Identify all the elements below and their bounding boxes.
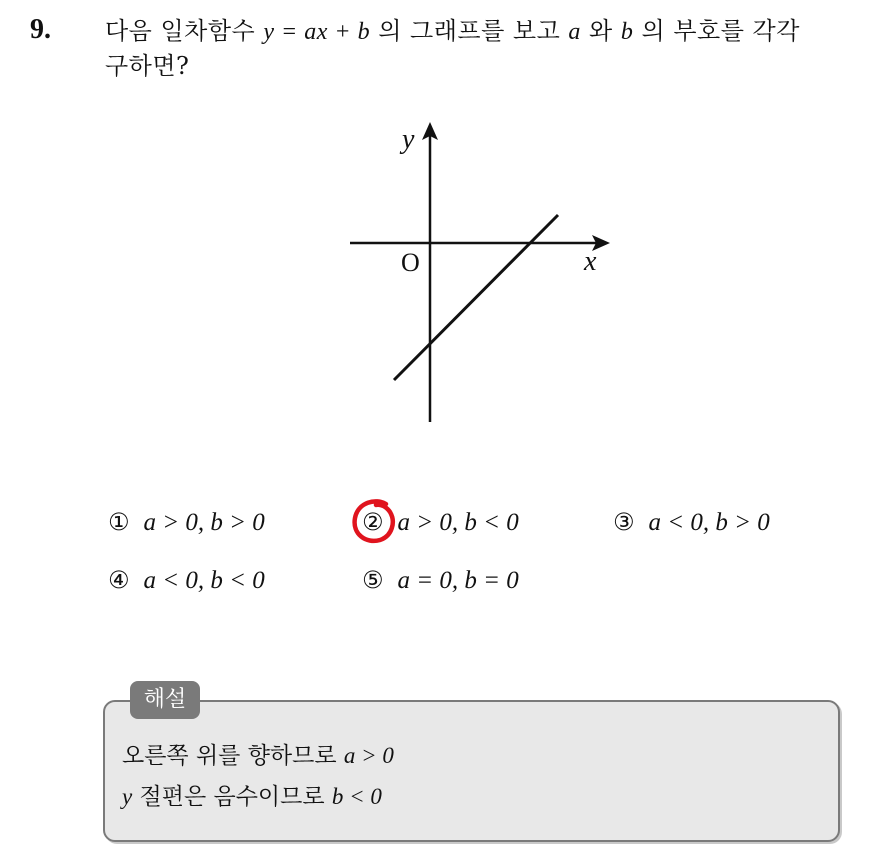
choice-3-number: ③ [613, 508, 635, 536]
question-end: 의 부호를 각각 [641, 17, 800, 45]
origin-label: O [401, 248, 420, 277]
choice-4-number: ④ [108, 566, 130, 594]
solution-line-2-variable: y [122, 784, 133, 809]
choice-4[interactable] [108, 566, 265, 595]
solution-line-2 [122, 778, 382, 811]
choice-1[interactable] [108, 508, 265, 537]
y-axis-label: y [402, 124, 415, 155]
choice-5-number: ⑤ [362, 566, 384, 594]
question-suffix: 의 그래프를 보고 [378, 17, 561, 45]
choice-3-expression: a < 0, b > 0 [648, 509, 770, 536]
answer-mark-circle-icon [350, 498, 402, 548]
choice-5[interactable] [362, 566, 519, 595]
choice-1-expression: a > 0, b > 0 [143, 509, 265, 536]
variable-b: b [620, 19, 634, 45]
solution-tab: 해설 [130, 681, 200, 719]
solution-box [103, 700, 840, 842]
solution-line-1 [122, 737, 394, 770]
question-prefix: 다음 일차함수 [105, 17, 256, 45]
choice-2-expression: a > 0, b < 0 [397, 509, 519, 536]
linear-function-graph [330, 110, 630, 440]
solution-line-2-text: 절편은 음수이므로 [139, 784, 325, 810]
function-line [394, 215, 558, 380]
variable-a: a [568, 19, 581, 45]
conjunction: 와 [589, 17, 613, 45]
choice-5-expression: a = 0, b = 0 [397, 567, 519, 594]
choice-4-expression: a < 0, b < 0 [143, 567, 265, 594]
solution-line-2-math: b < 0 [331, 784, 382, 809]
choice-2-number: ② [362, 508, 384, 536]
choice-1-number: ① [108, 508, 130, 536]
question-line-1 [105, 14, 865, 49]
x-axis-label: x [584, 246, 597, 277]
solution-line-1-math: a > 0 [343, 743, 394, 768]
question-number: 9. [30, 14, 51, 45]
equation: y = ax + b [263, 19, 371, 45]
choice-3[interactable] [613, 508, 770, 537]
solution-line-1-text: 오른쪽 위를 향하므로 [122, 743, 337, 769]
question-text [105, 14, 865, 83]
question-line-2: 구하면? [105, 52, 190, 80]
